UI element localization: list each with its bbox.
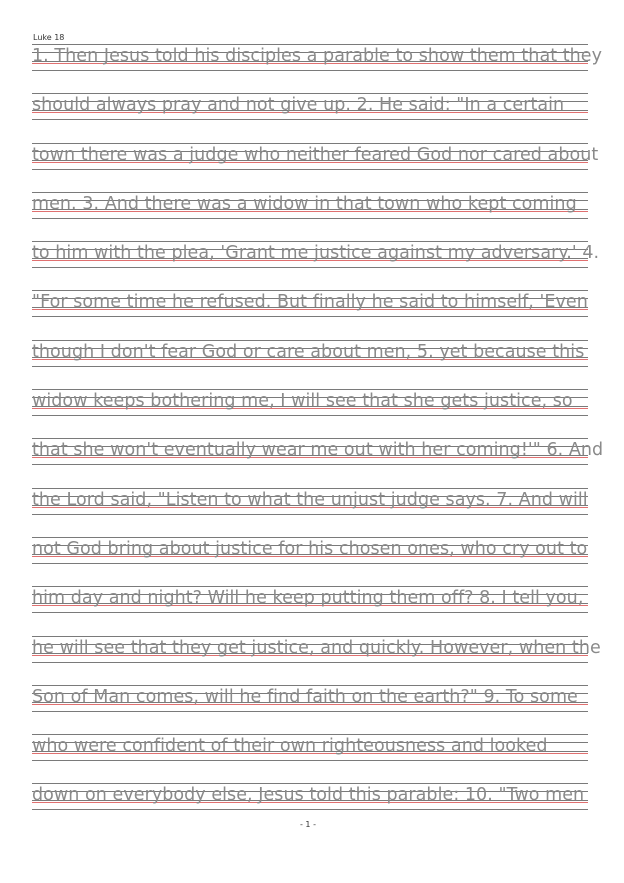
trace-text: men. 3. And there was a widow in that town who kept coming: [32, 193, 577, 214]
trace-text: the Lord said, "Listen to what the unjust judge says. 7. And will: [32, 489, 588, 510]
practice-row: [32, 241, 600, 290]
guide-line: [32, 192, 588, 193]
practice-row: [32, 93, 588, 142]
guide-line: [32, 366, 588, 367]
trace-text: he will see that they get justice, and quickly. However, when the: [32, 637, 601, 658]
guide-line: [32, 290, 588, 291]
guide-line: [32, 760, 588, 761]
page-header-title: Luke 18: [33, 33, 65, 42]
trace-text: who were confident of their own righteousness and looked: [32, 736, 548, 757]
trace-text: not God bring about justice for his chosen ones, who cry out to: [32, 538, 588, 559]
guide-line: [32, 316, 588, 317]
practice-row: [32, 537, 588, 586]
guide-line: [32, 340, 588, 341]
guide-line: [32, 70, 588, 71]
guide-line: [32, 734, 588, 735]
trace-text: Son of Man comes, will he find faith on the earth?" 9. To some: [32, 686, 578, 707]
practice-row: [32, 685, 588, 734]
guide-line: [32, 636, 588, 637]
guide-line: [32, 389, 588, 390]
trace-text: widow keeps bothering me, I will see that she gets justice, so: [32, 391, 573, 412]
practice-row: [32, 586, 588, 635]
guide-line: [32, 685, 588, 686]
guide-line: [32, 241, 588, 242]
practice-row: [32, 636, 601, 685]
trace-text: 1. Then Jesus told his disciples a parable to show them that they: [32, 46, 603, 66]
guide-line: [32, 44, 588, 45]
guide-line: [32, 415, 588, 416]
practice-row: [32, 340, 588, 389]
guide-line: [32, 809, 588, 810]
guide-line: [32, 93, 588, 94]
guide-line: [32, 464, 588, 465]
trace-text: down on everybody else, Jesus told this parable: 10. "Two men: [32, 785, 585, 806]
guide-line: [32, 711, 588, 712]
trace-text: him day and night? Will he keep putting them off? 8. I tell you,: [32, 588, 584, 609]
practice-row: [32, 734, 588, 783]
guide-line: [32, 438, 588, 439]
practice-row: [32, 143, 599, 192]
practice-row: [32, 488, 588, 537]
guide-line: [32, 218, 588, 219]
practice-row: [32, 389, 588, 438]
guide-line: [32, 537, 588, 538]
guide-line: [32, 488, 588, 489]
trace-text: should always pray and not give up. 2. He said: "In a certain: [32, 95, 565, 116]
guide-line: [32, 119, 588, 120]
guide-line: [32, 783, 588, 784]
trace-text: town there was a judge who neither feared God nor cared about: [32, 144, 599, 165]
guide-line: [32, 563, 588, 564]
trace-text: "For some time he refused. But finally he said to himself, 'Even: [32, 292, 588, 313]
practice-row: [32, 44, 603, 93]
guide-line: [32, 612, 588, 613]
practice-row: [32, 290, 588, 339]
guide-line: [32, 514, 588, 515]
trace-text: that she won't eventually wear me out with her coming!'" 6. And: [32, 440, 604, 461]
trace-text: though I don't fear God or care about men, 5. yet because this: [32, 341, 585, 362]
page-number: - 1 -: [300, 820, 316, 829]
trace-text: to him with the plea, 'Grant me justice against my adversary.' 4.: [32, 243, 600, 264]
handwriting-practice-sheet: [32, 44, 604, 833]
guide-line: [32, 586, 588, 587]
guide-line: [32, 143, 588, 144]
guide-line: [32, 267, 588, 268]
practice-row: [32, 438, 604, 487]
guide-line: [32, 662, 588, 663]
guide-line: [32, 169, 588, 170]
practice-row: [32, 192, 588, 241]
